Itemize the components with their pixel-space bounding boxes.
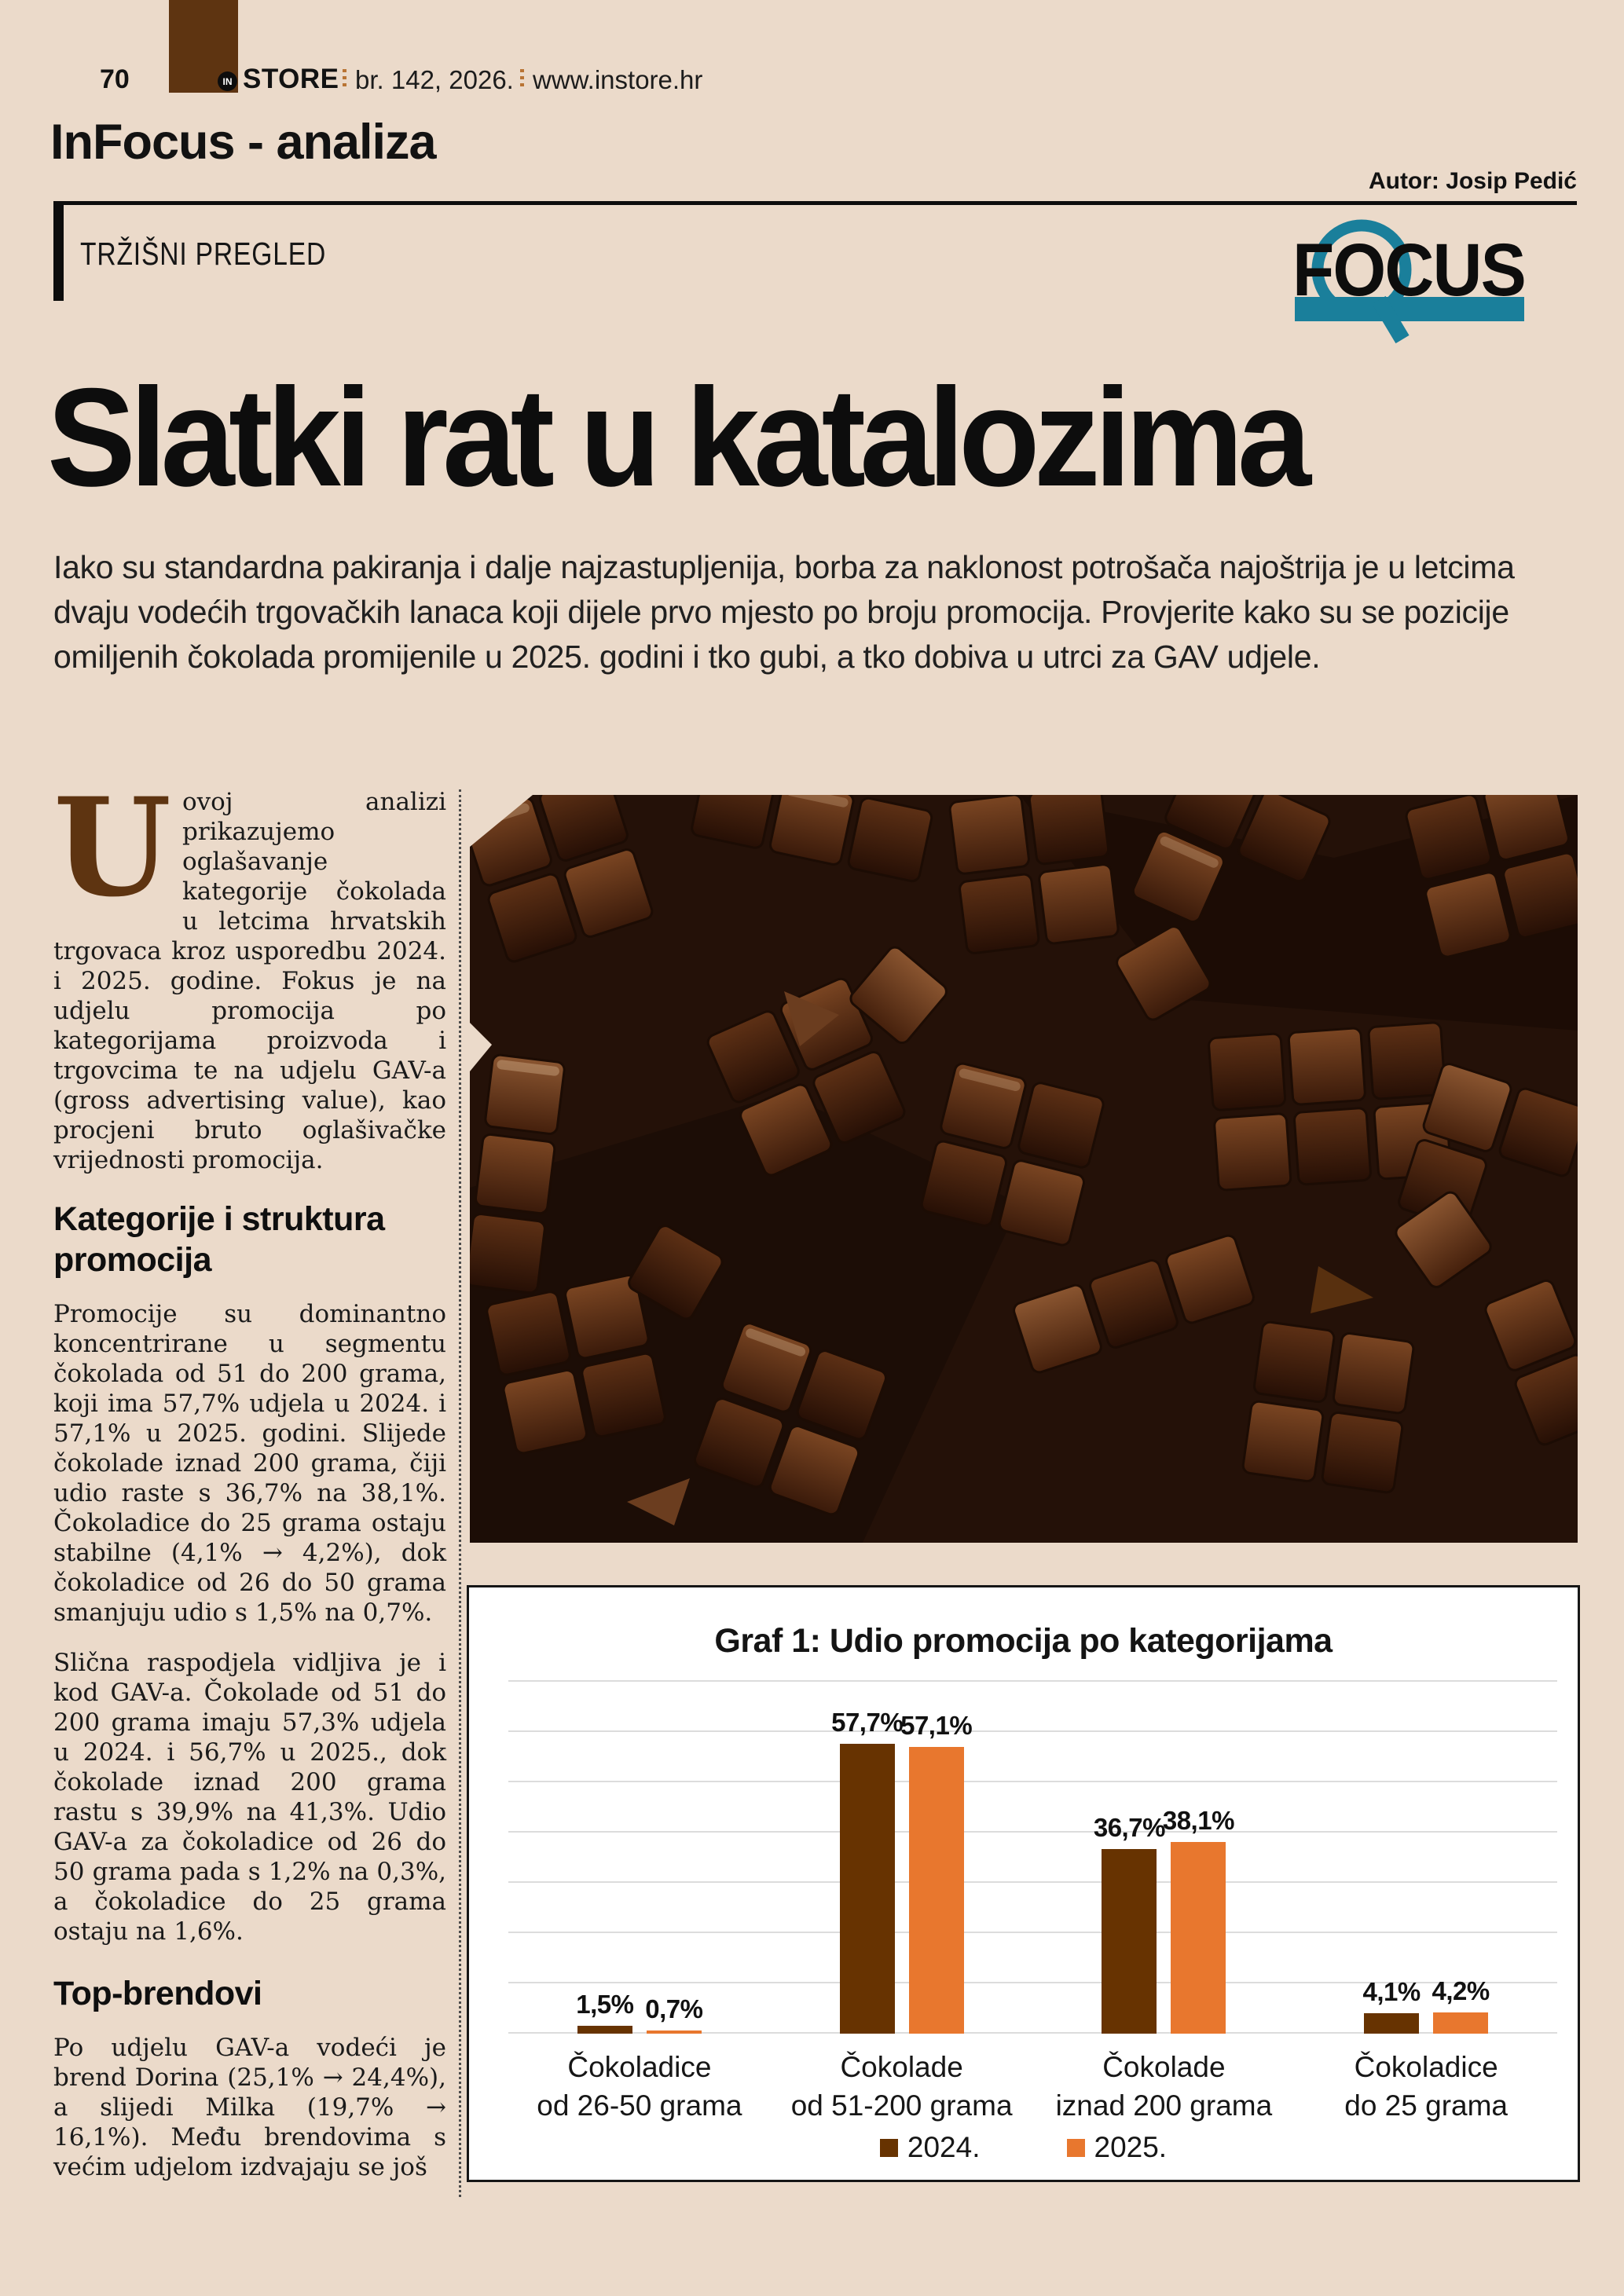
value-label: 57,7%: [831, 1707, 904, 1737]
bar-group-3: [1033, 1682, 1296, 2122]
legend-item-2024: [880, 2131, 981, 2164]
dotted-separator-icon: [343, 69, 346, 90]
section-heading: InFocus - analiza: [50, 115, 436, 170]
value-label: 4,2%: [1432, 1976, 1490, 2006]
bar-2025-category-2: [900, 1710, 973, 2034]
category-label: Čokolade iznad 200 grama: [1055, 2051, 1273, 2122]
legend-swatch-icon: [1067, 2139, 1085, 2157]
column-divider: [459, 789, 461, 2197]
chart-panel: [467, 1585, 1580, 2182]
website-url: www.instore.hr: [533, 65, 703, 94]
bar-group-1: [508, 1682, 771, 2122]
drop-cap: U: [53, 767, 171, 927]
bar-2024-category-4: [1362, 1976, 1421, 2034]
legend-swatch-icon: [880, 2139, 898, 2157]
instore-circle-logo: [218, 71, 237, 91]
chart-legend: [469, 2131, 1578, 2164]
article-intro: Iako su standardna pakiranja i dalje najzastupljenija, borba za naklonost potrošača najoštrija je u letcima dvaju vodećih trgovačkih lanaca koji dijele prvo mjesto po broju promocija. Provjerite kako su se pozicije omiljenih čokolada promijenile u 2025. godini i tko gubi, a tko dobiva u utrci za GAV udjele.: [53, 549, 1515, 675]
subheading-categories: Kategorije i struktura promocija: [53, 1200, 385, 1279]
bar-2025-category-3: [1162, 1806, 1234, 2034]
chart-title: Graf 1: Udio promocija po kategorijama: [714, 1622, 1333, 1660]
chart-plot: [508, 1682, 1557, 2122]
paragraph-3: Slična raspodjela vidljiva je i kod GAV-a. Čokolade od 51 do 200 grama imaju 57,3% udjela u 2024. i 56,7% u 2025., dok čokolade iznad 200 grama rastu s 39,9% na 41,3%. Udio GAV-a za čokoladice od 26 do 50 grama pada s 1,2% na 0,3%, a čokoladice do 25 grama ostaju na 1,6%.: [53, 1649, 446, 1946]
instore-circle-text: IN: [222, 75, 233, 87]
value-label: 0,7%: [645, 1994, 703, 2023]
bar-2025-category-4: [1432, 1976, 1490, 2034]
article-column: [53, 767, 446, 2203]
value-label: 57,1%: [900, 1710, 973, 1740]
bar-2024-category-3: [1093, 1813, 1165, 2034]
bar-group-4: [1295, 1682, 1557, 2122]
paragraph-1: [53, 767, 446, 1175]
chocolate-photo: [470, 795, 1578, 1543]
bar-2024-category-2: [831, 1707, 904, 2034]
legend-label: 2025.: [1094, 2131, 1168, 2163]
header-rule: [53, 201, 1577, 205]
value-label: 4,1%: [1362, 1976, 1421, 2006]
author-byline: Autor: Josip Pedić: [1368, 168, 1577, 194]
dotted-separator-icon: [520, 69, 524, 90]
kicker-bar: [53, 205, 64, 301]
issue-number: br. 142, 2026.: [355, 65, 514, 94]
category-label: Čokoladice od 26-50 grama: [537, 2051, 742, 2122]
value-label: 36,7%: [1093, 1813, 1165, 1843]
value-label: 1,5%: [576, 1990, 634, 2020]
article-title: Slatki rat u katalozima: [47, 359, 1306, 515]
paragraph-1-text: ovoj analizi prikazujemo oglašavanje kategorije čokolada u letcima hrvatskih trgovaca kroz usporedbu 2024. i 2025. godine. Fokus je na udjelu promocija po kategorijama proizvoda i trgovcima te na udjelu GAV-a (gross advertising value), kao procjeni bruto oglašivačke vrijednosti promocija.: [53, 788, 446, 1174]
bar-group-2: [771, 1682, 1033, 2122]
focus-logo-text: FOCUS: [1292, 229, 1525, 312]
kicker-label: TRŽIŠNI PREGLED: [80, 236, 327, 272]
category-label: Čokoladice do 25 grama: [1344, 2051, 1508, 2122]
focus-logo: [1291, 212, 1534, 357]
category-label: Čokolade od 51-200 grama: [790, 2051, 1013, 2122]
paragraph-2: Promocije su dominantno koncentrirane u segmentu čokolada od 51 do 200 grama, koji ima 57,7% udjela u 2024. i 57,1% u 2025. godini. Slijede čokolade iznad 200 grama, čiji udio raste s 36,7% na 38,1%. Čokoladice do 25 grama ostaju stabilne (4,1% → 4,2%), dok čokoladice od 26 do 50 grama smanjuju udio s 1,5% na 0,7%.: [53, 1300, 446, 1627]
page-number: 70: [100, 64, 130, 94]
value-label: 38,1%: [1162, 1806, 1234, 1836]
paragraph-4: Po udjelu GAV-a vodeći je brend Dorina (25,1% → 24,4%), a slijedi Milka (19,7% → 16,1%). Među brendovima s većim udjelom izdvajaju se još: [53, 2034, 446, 2181]
subheading-top-brands: Top-brendovi: [53, 1975, 262, 2012]
bar-2025-category-1: [645, 1994, 703, 2034]
bar-2024-category-1: [576, 1990, 634, 2034]
legend-item-2025: [1067, 2131, 1168, 2164]
legend-label: 2024.: [907, 2131, 981, 2163]
instore-wordmark: STORE: [243, 64, 339, 94]
